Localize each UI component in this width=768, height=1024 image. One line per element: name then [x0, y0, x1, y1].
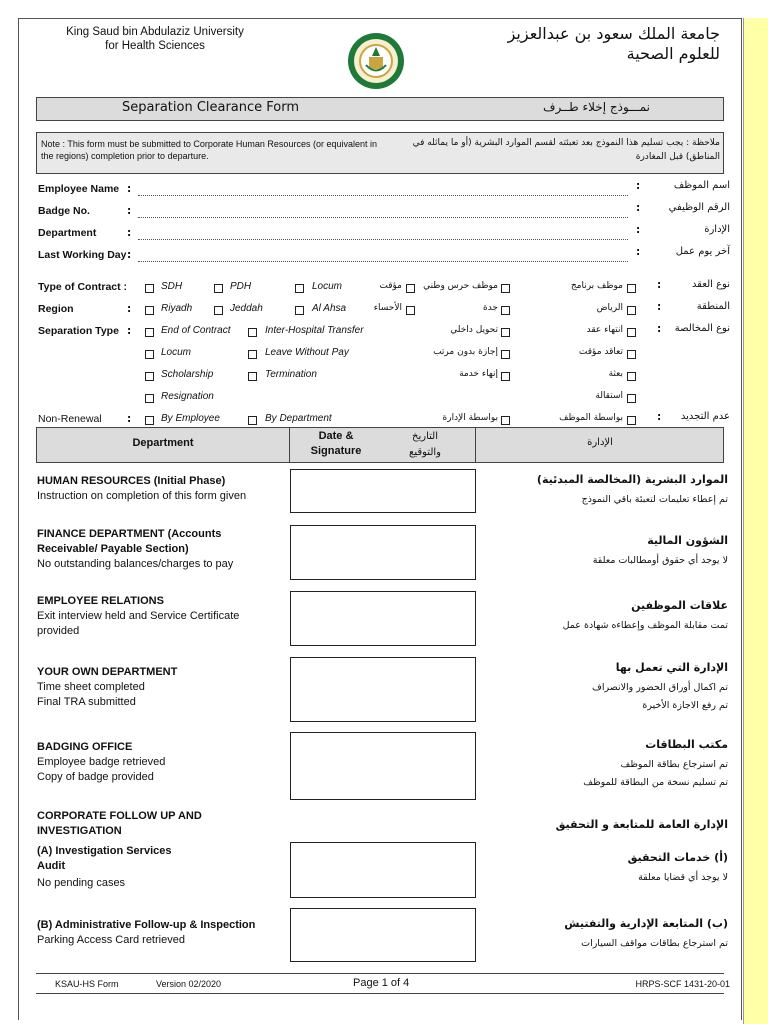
nonrenewal-department-checkbox[interactable] — [248, 416, 257, 425]
last-working-day-field[interactable] — [138, 261, 628, 262]
separation-colon: : — [127, 325, 132, 337]
header-date-signature-ar: التاريخ والتوقيع — [409, 431, 441, 458]
contract-type-label: Type of Contract : — [38, 281, 128, 293]
sep-lwop-label: Leave Without Pay — [265, 347, 349, 358]
region-colon-ar: : — [657, 301, 662, 313]
badging-desc-ar: تم استرجاع بطاقة الموظف تم تسليم نسخة من البطاقة للموظف — [583, 759, 728, 788]
sep-scholarship-checkbox-ar[interactable] — [627, 372, 636, 381]
contract-temp-label-ar: مؤقت — [379, 281, 402, 291]
admin-desc-ar: تم استرجاع بطاقات مواقف السيارات — [581, 938, 728, 949]
header-department: Department — [132, 437, 194, 449]
last-working-day-label-ar: آخر يوم عمل — [675, 246, 730, 257]
sep-transfer-label: Inter-Hospital Transfer — [265, 325, 364, 336]
admin-signature-box[interactable] — [290, 908, 476, 962]
separation-colon-ar: : — [657, 323, 662, 335]
contract-locum-label: Locum — [312, 281, 343, 292]
region-alahsa-label-ar: الأحساء — [373, 303, 402, 313]
own-dept-signature-box[interactable] — [290, 657, 476, 722]
non-renewal-label-ar: عدم التجديد — [680, 411, 730, 422]
footer-form-name: KSAU-HS Form — [55, 979, 119, 989]
er-desc: Exit interview held and Service Certificate provided — [37, 610, 240, 637]
nonrenewal-employee-checkbox[interactable] — [145, 416, 154, 425]
sep-end-contract-label: End of Contract — [161, 325, 231, 336]
finance-signature-box[interactable] — [290, 525, 476, 580]
finance-title-ar: الشؤون المالية — [647, 534, 728, 547]
corporate-title-ar: الإدارة العامة للمتابعة و التحقيق — [555, 818, 728, 831]
hr-title-ar: الموارد البشرية (المخالصة المبدئية) — [536, 473, 728, 486]
contract-program-checkbox[interactable] — [627, 284, 636, 293]
region-riyadh-label-ar: الرياض — [596, 303, 623, 313]
footer-form-code: HRPS-SCF 1431-20-01 — [635, 979, 730, 989]
badging-title-ar: مكتب البطاقات — [645, 738, 728, 751]
badge-no-label-ar: الرقم الوظيفي — [668, 202, 730, 213]
finance-desc-ar: لا يوجد أي حقوق أومطالبات معلقة — [592, 555, 728, 566]
sep-transfer-checkbox[interactable] — [248, 328, 257, 337]
non-renewal-label: Non-Renewal — [38, 413, 102, 425]
employee-name-label: Employee Name — [38, 183, 120, 195]
er-signature-box[interactable] — [290, 591, 476, 646]
nonrenewal-department-label-ar: بواسطة الإدارة — [442, 413, 498, 423]
last-working-day-colon: : — [127, 249, 132, 261]
non-renewal-colon-ar: : — [657, 411, 662, 423]
region-jeddah-label-ar: جدة — [482, 303, 498, 313]
badge-no-label: Badge No. — [38, 205, 90, 217]
contract-program-label-ar: موظف برنامج — [570, 281, 623, 291]
footer-page-number: Page 1 of 4 — [353, 977, 410, 989]
region-jeddah-label: Jeddah — [230, 303, 263, 314]
university-name-ar: جامعة الملك سعود بن عبدالعزيز للعلوم الصحية — [507, 24, 720, 63]
department-colon: : — [127, 227, 132, 239]
sep-termination-label-ar: إنهاء خدمة — [459, 369, 498, 379]
header-date-signature: Date & Signature — [310, 430, 362, 457]
admin-desc: Parking Access Card retrieved — [37, 934, 185, 946]
sep-resignation-label: Resignation — [161, 391, 214, 402]
department-field[interactable] — [138, 239, 628, 240]
region-riyadh-label: Riyadh — [161, 303, 193, 314]
last-working-day-colon-ar: : — [636, 246, 641, 258]
side-strip — [743, 18, 768, 1024]
hr-desc-ar: تم إعطاء تعليمات لتعبئة باقي النموذج — [581, 494, 728, 505]
er-title: EMPLOYEE RELATIONS — [37, 595, 164, 607]
corporate-title: CORPORATE FOLLOW UP AND INVESTIGATION — [37, 810, 202, 837]
hr-title: HUMAN RESOURCES (Initial Phase) — [37, 475, 226, 487]
sep-termination-checkbox-ar[interactable] — [501, 372, 510, 381]
investigation-desc: No pending cases — [37, 877, 126, 889]
region-label-ar: المنطقة — [696, 301, 730, 312]
sep-locum-label: Locum — [161, 347, 192, 358]
nonrenewal-department-label: By Department — [265, 413, 332, 424]
finance-desc: No outstanding balances/charges to pay — [37, 558, 234, 570]
employee-name-field[interactable] — [138, 195, 628, 196]
employee-name-colon: : — [127, 183, 132, 195]
contract-type-label-ar: نوع العقد — [691, 279, 730, 290]
sep-resignation-checkbox[interactable] — [145, 394, 154, 403]
admin-title-ar: (ب) المتابعة الإدارية والتفتيش — [564, 917, 728, 930]
own-dept-desc: Time sheet completed Final TRA submitted — [37, 681, 145, 708]
badging-title: BADGING OFFICE — [37, 741, 133, 753]
contract-temp-checkbox[interactable] — [406, 284, 415, 293]
university-name-en: King Saud bin Abdulaziz University for Health Sciences — [66, 26, 244, 52]
hr-desc: Instruction on completion of this form given — [37, 490, 247, 502]
own-dept-title-ar: الإدارة التي تعمل بها — [615, 661, 728, 674]
nonrenewal-employee-label-ar: بواسطة الموظف — [559, 413, 623, 423]
hr-signature-box[interactable] — [290, 469, 476, 513]
sep-termination-checkbox[interactable] — [248, 372, 257, 381]
sep-resignation-label-ar: استقالة — [595, 391, 623, 401]
contract-ng-checkbox[interactable] — [501, 284, 510, 293]
badge-no-colon: : — [127, 205, 132, 217]
sep-transfer-checkbox-ar[interactable] — [501, 328, 510, 337]
region-jeddah-checkbox[interactable] — [214, 306, 223, 315]
own-dept-title: YOUR OWN DEPARTMENT — [37, 666, 178, 678]
nonrenewal-employee-checkbox-ar[interactable] — [627, 416, 636, 425]
er-desc-ar: تمت مقابلة الموظف وإعطاءه شهادة عمل — [562, 620, 728, 631]
department-label-ar: الإدارة — [704, 224, 730, 235]
sep-scholarship-label-ar: بعثة — [608, 369, 623, 379]
ksau-hs-logo-icon — [347, 32, 405, 90]
contract-locum-checkbox[interactable] — [295, 284, 304, 293]
investigation-title: (A) Investigation Services Audit — [37, 845, 172, 872]
separation-type-label: Separation Type — [38, 325, 119, 337]
department-label: Department — [38, 227, 97, 239]
sep-lwop-label-ar: إجازة بدون مرتب — [433, 347, 498, 357]
form-title-en: Separation Clearance Form — [122, 100, 300, 115]
contract-sdh-label: SDH — [161, 281, 183, 292]
nonrenewal-employee-label: By Employee — [161, 413, 220, 424]
region-riyadh-checkbox[interactable] — [145, 306, 154, 315]
investigation-signature-box[interactable] — [290, 842, 476, 898]
region-alahsa-checkbox-ar[interactable] — [406, 306, 415, 315]
badge-no-field[interactable] — [138, 217, 628, 218]
nonrenewal-department-checkbox-ar[interactable] — [501, 416, 510, 425]
non-renewal-colon: : — [127, 413, 132, 425]
contract-pdh-checkbox[interactable] — [214, 284, 223, 293]
sep-locum-checkbox[interactable] — [145, 350, 154, 359]
employee-name-colon-ar: : — [636, 180, 641, 192]
footer-version: Version 02/2020 — [156, 979, 222, 989]
employee-name-label-ar: اسم الموظف — [673, 180, 730, 191]
investigation-title-ar: (أ) خدمات التحقيق — [627, 851, 728, 864]
sep-scholarship-checkbox[interactable] — [145, 372, 154, 381]
sep-end-contract-label-ar: انتهاء عقد — [586, 325, 623, 335]
badging-desc: Employee badge retrieved Copy of badge provided — [37, 756, 166, 783]
last-working-day-label: Last Working Day — [38, 249, 127, 261]
header-department-ar: الإدارة — [587, 437, 613, 448]
region-label: Region — [38, 303, 74, 315]
contract-pdh-label: PDH — [230, 281, 252, 292]
form-title-ar: نمـــوذج إخلاء طــرف — [543, 100, 650, 114]
contract-colon-ar: : — [657, 279, 662, 291]
sep-locum-checkbox-ar[interactable] — [627, 350, 636, 359]
contract-ng-label-ar: موظف حرس وطني — [423, 281, 498, 291]
sep-resignation-checkbox-ar[interactable] — [627, 394, 636, 403]
sep-end-contract-checkbox-ar[interactable] — [627, 328, 636, 337]
department-colon-ar: : — [636, 224, 641, 236]
sep-transfer-label-ar: تحويل داخلي — [450, 325, 498, 335]
badging-signature-box[interactable] — [290, 732, 476, 800]
badge-no-colon-ar: : — [636, 202, 641, 214]
region-alahsa-checkbox[interactable] — [295, 306, 304, 315]
region-alahsa-label: Al Ahsa — [312, 303, 347, 314]
er-title-ar: علاقات الموظفين — [631, 599, 728, 612]
note-en: Note : This form must be submitted to Corporate Human Resources (or equivalent in the regions) completion prior to departure. — [41, 139, 377, 161]
note-ar: ملاحظة : يجب تسليم هذا النموذج بعد تعبئته لقسم الموارد البشرية (أو ما يماثله في المناطق) قبل المغادرة — [412, 138, 720, 162]
own-dept-desc-ar: تم اكمال أوراق الحضور والانصراف تم رفع الاجازة الأخيرة — [592, 682, 728, 711]
sep-termination-label: Termination — [265, 369, 317, 380]
investigation-desc-ar: لا يوجد أي قضايا معلقة — [638, 872, 728, 883]
separation-type-label-ar: نوع المخالصة — [674, 323, 730, 334]
region-riyadh-checkbox-ar[interactable] — [627, 306, 636, 315]
region-colon: : — [127, 303, 132, 315]
region-jeddah-checkbox-ar[interactable] — [501, 306, 510, 315]
sep-lwop-checkbox-ar[interactable] — [501, 350, 510, 359]
sep-locum-label-ar: تعاقد مؤقت — [578, 347, 623, 357]
sep-lwop-checkbox[interactable] — [248, 350, 257, 359]
sep-end-contract-checkbox[interactable] — [145, 328, 154, 337]
sep-scholarship-label: Scholarship — [161, 369, 214, 380]
finance-title: FINANCE DEPARTMENT (Accounts Receivable/ Payable Section) — [37, 528, 222, 555]
admin-title: (B) Administrative Follow-up & Inspection — [37, 919, 256, 931]
contract-sdh-checkbox[interactable] — [145, 284, 154, 293]
